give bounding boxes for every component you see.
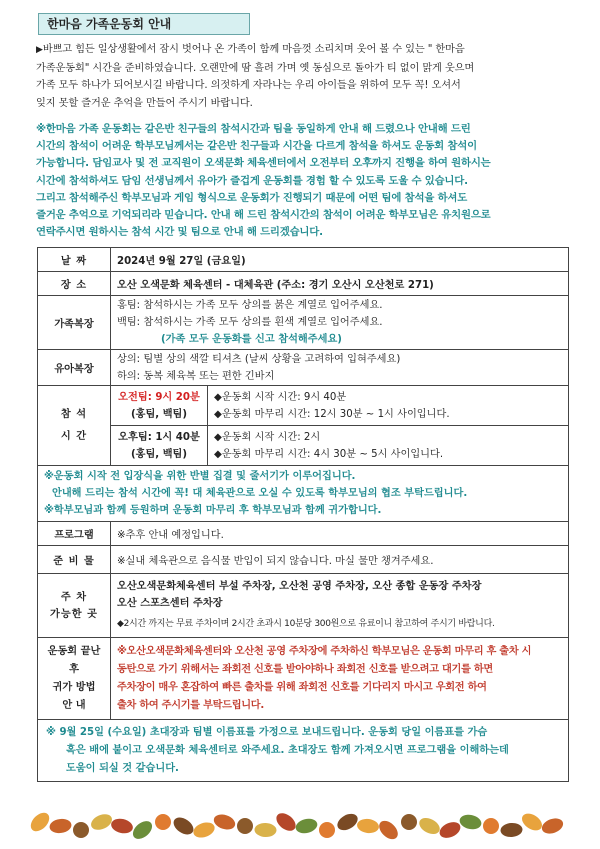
session-afternoon-row xyxy=(38,426,569,466)
session-morning-row xyxy=(38,386,569,426)
session-teams: (홍팀, 백팀) xyxy=(130,448,188,460)
leaf-icon xyxy=(519,810,545,834)
parking-places: 오산오색문화체육센터 부설 주차장, 오산천 공영 주차장, 오산 종합 운동장 주차장 xyxy=(117,581,482,592)
program-row xyxy=(38,522,569,546)
return-value xyxy=(111,638,569,720)
autumn-leaves-icon xyxy=(0,808,600,844)
return-line: 출차 하여 주시기를 부탁드립니다. xyxy=(117,699,264,711)
notice-line: 그리고 참석해주신 학부모님과 게임 형식으로 운동회가 진행되기 때문에 어떤 팀에 참석을 하셔도 xyxy=(36,191,468,204)
session-time: 오전팀: 9시 20분 xyxy=(118,391,200,403)
date-row xyxy=(38,248,569,272)
session-afternoon-time xyxy=(111,426,208,466)
food-value: ※실내 체육관으로 음식물 반입이 되지 않습니다. 마실 물만 챙겨주세요. xyxy=(111,546,569,574)
leaf-icon xyxy=(376,817,402,842)
return-label-line: 후 xyxy=(69,663,79,675)
leaf-icon xyxy=(130,818,156,843)
session-afternoon-detail xyxy=(208,426,569,466)
leaf-icon xyxy=(500,822,523,838)
leaf-icon xyxy=(417,815,443,838)
attendance-label-top: 참 석 xyxy=(60,408,88,420)
final-note-row xyxy=(38,720,569,782)
notice-line: 시간에 참석하셔도 담임 선생님께서 유아가 즐겁게 운동회를 경험 할 수 있도록 도울 수 있습니다. xyxy=(36,174,468,187)
parking-value xyxy=(111,574,569,638)
leaf-icon xyxy=(437,819,463,841)
session-start: ◆운동회 시작 시간: 2시 xyxy=(214,431,321,443)
session-end: ◆운동회 마무리 시간: 4시 30분 ~ 5시 사이입니다. xyxy=(214,448,444,460)
notes-cell xyxy=(38,466,569,522)
place-label: 장 소 xyxy=(38,272,111,296)
program-value: ※추후 안내 예정입니다. xyxy=(111,522,569,546)
note-line: ※학부모님과 함께 등원하며 운동회 마무리 후 학부모님과 함께 귀가합니다. xyxy=(44,505,382,516)
leaf-icon xyxy=(27,809,52,834)
leaf-icon xyxy=(294,817,319,836)
chestnut-icon xyxy=(237,818,253,834)
notice-paragraph xyxy=(36,121,572,241)
parking-label xyxy=(38,574,111,638)
parking-label-top: 주 차 xyxy=(60,591,88,603)
leaf-icon xyxy=(110,817,135,836)
session-time: 오후팀: 1시 40분 xyxy=(118,431,200,443)
leaf-icon xyxy=(334,810,360,833)
return-line: ※오산오색문화체육센터와 오산천 공영 주차장에 주차하신 학부모님은 운동회 마무리 후 출차 시 xyxy=(117,645,532,657)
intro-line: 바쁘고 힘든 일상생활에서 잠시 벗어나 온 가족이 함께 마음껏 소리치며 웃어 볼 수 있는 " 한마음 xyxy=(42,44,465,55)
family-dress-label: 가족복장 xyxy=(38,296,111,350)
session-morning-detail xyxy=(208,386,569,426)
family-dress-line: 홍팀: 참석하시는 가족 모두 상의를 붉은 계열로 입어주세요. xyxy=(117,300,383,311)
leaf-icon xyxy=(170,814,196,838)
chestnut-icon xyxy=(319,822,335,838)
chestnut-icon xyxy=(73,822,89,838)
notice-line: 연락주시면 원하시는 참석 시간 및 팀으로 안내 해 드리겠습니다. xyxy=(36,226,323,239)
session-teams: (홍팀, 백팀) xyxy=(130,408,188,420)
chestnut-icon xyxy=(483,818,499,834)
food-row xyxy=(38,546,569,574)
leaf-icon xyxy=(458,813,482,831)
child-dress-value xyxy=(111,350,569,386)
chestnut-icon xyxy=(401,814,417,830)
return-row xyxy=(38,638,569,720)
attendance-label xyxy=(38,386,111,466)
chestnut-icon xyxy=(155,814,171,830)
leaf-icon xyxy=(356,818,380,835)
date-label: 날 짜 xyxy=(38,248,111,272)
leaf-icon xyxy=(89,811,115,833)
leaf-icon xyxy=(191,820,216,840)
family-dress-highlight: (가족 모두 운동화를 신고 참석해주세요) xyxy=(161,334,342,345)
parking-row xyxy=(38,574,569,638)
child-dress-label: 유아복장 xyxy=(38,350,111,386)
session-morning-time xyxy=(111,386,208,426)
notice-line: 시간의 참석이 어려운 학부모님께서는 같은반 친구들과 시간을 다르게 참석을 하셔도 운동회 참석이 xyxy=(36,140,477,153)
parking-places: 오산 스포츠센터 주차장 xyxy=(117,598,223,609)
date-value: 2024년 9월 27일 (금요일) xyxy=(111,248,569,272)
family-dress-line: 백팀: 참석하시는 가족 모두 상의를 흰색 계열로 입어주세요. xyxy=(117,317,383,328)
program-label: 프로그램 xyxy=(38,522,111,546)
place-row xyxy=(38,272,569,296)
attendance-label-bottom: 시 간 xyxy=(60,430,88,442)
leaf-icon xyxy=(273,810,299,835)
leaf-icon xyxy=(49,818,73,835)
parking-fee: ◆2시간 까지는 무료 주차이며 2시간 초과시 10분당 300원으로 유료이니 참고하여 주시기 바랍니다. xyxy=(117,619,495,629)
session-end: ◆운동회 마무리 시간: 12시 30분 ~ 1시 사이입니다. xyxy=(214,408,450,420)
final-note-line: 도움이 되실 것 같습니다. xyxy=(66,762,179,774)
page-title: 한마음 가족운동회 안내 xyxy=(38,13,250,35)
parking-label-bottom: 가능한 곳 xyxy=(50,608,98,620)
intro-line: 잊지 못할 즐거운 추억을 만들어 주시기 바랍니다. xyxy=(36,97,253,109)
place-value: 오산 오색문화 체육센터 - 대체육관 (주소: 경기 오산시 오산천로 271) xyxy=(111,272,569,296)
session-start: ◆운동회 시작 시간: 9시 40분 xyxy=(214,391,347,403)
intro-line: 가족운동회" 시간을 준비하였습니다. 오랜만에 땀 흘려 가며 옛 동심으로 돌아가 티 없이 맑게 웃으며 xyxy=(36,62,475,74)
child-dress-row xyxy=(38,350,569,386)
child-dress-line: 하의: 동복 체육복 또는 편한 긴바지 xyxy=(117,370,275,382)
notice-line: ※한마음 가족 운동회는 같은반 친구들의 참석시간과 팀을 동일하게 안내 해 드렸으나 안내해 드린 xyxy=(36,123,471,135)
leaf-icon xyxy=(254,823,276,838)
intro-line: 가족 모두 하나가 되어보시길 바랍니다. 의젓하게 자라나는 우리 아이들을 위하여 모두 꼭! 오셔서 xyxy=(36,80,461,91)
return-label-line: 안 내 xyxy=(62,699,86,711)
info-table xyxy=(37,247,569,782)
notice-line: 가능합니다. 담임교사 및 전 교직원이 오색문화 체육센터에서 오전부터 오후까지 진행을 하여 원하시는 xyxy=(36,157,491,170)
final-note-line: ※ 9월 25일 (수요일) 초대장과 팀별 이름표를 가정으로 보내드립니다. 운동회 당일 이름표를 가슴 xyxy=(46,726,488,738)
final-note-line: 혹은 배에 붙이고 오색문화 체육센터로 와주세요. 초대장도 함께 가져오시면 프로그램을 이해하는데 xyxy=(66,744,509,756)
family-dress-value xyxy=(111,296,569,350)
food-label: 준 비 물 xyxy=(38,546,111,574)
leaf-icon xyxy=(212,812,237,832)
notice-line: 즐거운 추억으로 기억되리라 믿습니다. 안내 해 드린 참석시간의 참석이 어려운 학부모님은 유치원으로 xyxy=(36,209,491,222)
child-dress-line: 상의: 팀별 상의 색깔 티셔츠 (날씨 상황을 고려하여 입혀주세요) xyxy=(117,353,401,365)
leaf-icon xyxy=(540,816,565,837)
return-label-line: 귀가 방법 xyxy=(52,681,96,693)
final-note-cell xyxy=(38,720,569,782)
notes-row xyxy=(38,466,569,522)
bullet-icon: ▶ xyxy=(36,45,43,55)
note-line: 안내해 드리는 참석 시간에 꼭! 대 체육관으로 오실 수 있도록 학부모님의 협조 부탁드립니다. xyxy=(52,488,468,499)
return-label-line: 운동회 끝난 xyxy=(47,645,101,657)
intro-paragraph xyxy=(36,41,568,112)
return-label xyxy=(38,638,111,720)
return-line: 동탄으로 가기 위해서는 좌회전 신호를 받아야하나 좌회전 신호를 받으려고 대기를 하면 xyxy=(117,663,493,675)
family-dress-row xyxy=(38,296,569,350)
return-line: 주차장이 매우 혼잡하여 빠른 출차를 위해 좌회전 신호를 기다리지 마시고 우회전 하여 xyxy=(117,681,487,693)
note-line: ※운동회 시작 전 입장식을 위한 반별 집결 및 줄서기가 이루어집니다. xyxy=(44,471,356,482)
